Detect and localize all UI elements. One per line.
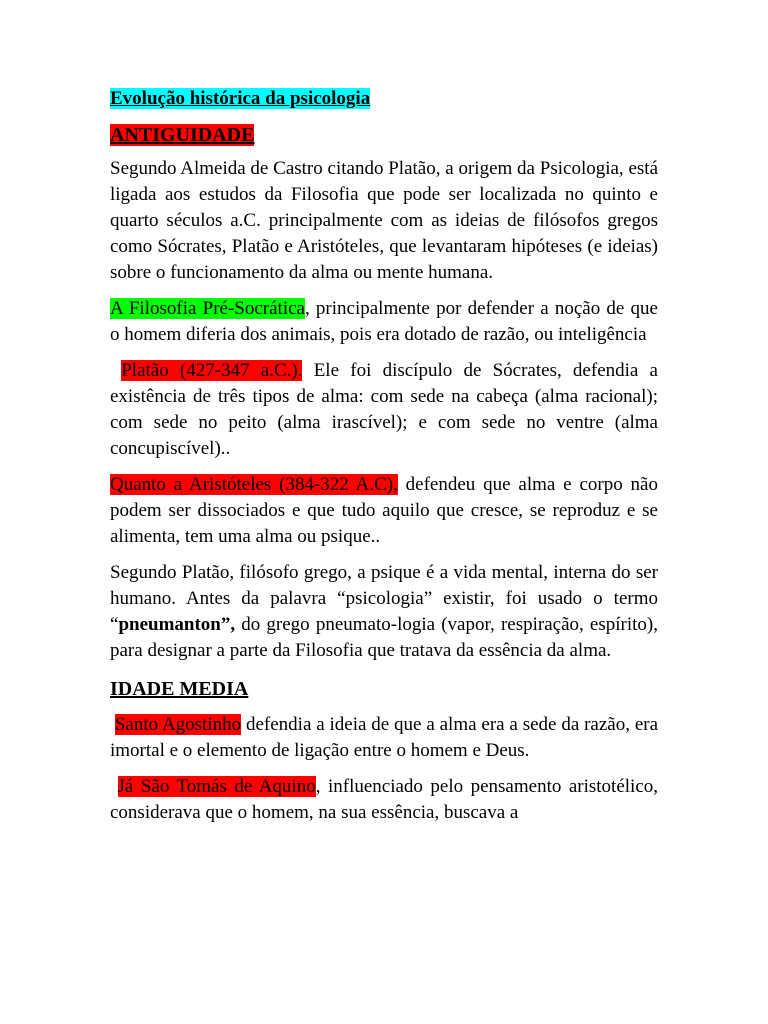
highlight-pre-socratica: A Filosofia Pré-Socrática [110,298,305,319]
section-heading-antiguidade: ANTIGUIDADE [110,124,255,146]
paragraph-aristoteles [110,472,658,550]
paragraph-psique-text-1: Segundo Platão, filósofo grego, a psique é a vida mental, interna do ser humano. Antes da palavra “psicologia” existir, foi usado o termo “ [110,562,658,635]
paragraph-psique-text-2: do grego pneumato-logia (vapor, respiração, espírito), para designar a parte da Filosofia que tratava da essência da alma. [110,614,658,661]
paragraph-pre-socratica [110,296,658,348]
paragraph-tomas-aquino-text: , influenciado pelo pensamento aristotélico, considerava que o homem, na sua essência, buscava a [110,776,659,823]
highlight-santo-agostinho: Santo Agostinho [114,714,242,735]
document-title: Evolução histórica da psicologia [110,88,371,109]
term-pneumanton: pneumanton”, [118,614,236,635]
highlight-aristoteles: Quanto a Aristóteles (384-322 A.C), [110,474,398,495]
paragraph-psique [110,560,658,664]
paragraph-pre-socratica-text: , principalmente por defender a noção de que o homem diferia dos animais, pois era dotado de razão, ou inteligência [110,298,658,345]
highlight-tomas-aquino: Já São Tomás de Aquino [117,776,316,797]
paragraph-origem-psicologia: Segundo Almeida de Castro citando Platão, a origem da Psicologia, está ligada aos estudos da Filosofia que pode ser localizada no quinto e quarto séculos a.C. principalmente com as ideias de filósofos gregos como Sócrates, Platão e Aristóteles, que levantaram hipóteses (e ideias) sobre o funcionamento da alma ou mente humana. [110,158,658,283]
paragraph-tomas-aquino [110,774,658,826]
document-page [110,82,658,826]
highlight-platao: Platão (427-347 a.C.). [121,360,303,381]
paragraph-platao-text: Ele foi discípulo de Sócrates, defendia a existência de três tipos de alma: com sede na cabeça (alma racional); com sede no peito (alma irascível); e com sede no ventre (alma concupiscível).. [110,360,658,459]
title-block [110,86,658,112]
paragraph-aristoteles-text: defendeu que alma e corpo não podem ser dissociados e que tudo aquilo que cresce, se reproduz e se alimenta, tem uma alma ou psique.. [110,474,658,547]
section-heading-idade-media: IDADE MEDIA [110,678,249,700]
paragraph-santo-agostinho-text: defendia a ideia de que a alma era a sede da razão, era imortal e o elemento de ligação entre o homem e Deus. [110,714,659,761]
paragraph-platao [110,358,658,462]
section-antiguidade [110,122,658,148]
paragraph-santo-agostinho [110,712,658,764]
